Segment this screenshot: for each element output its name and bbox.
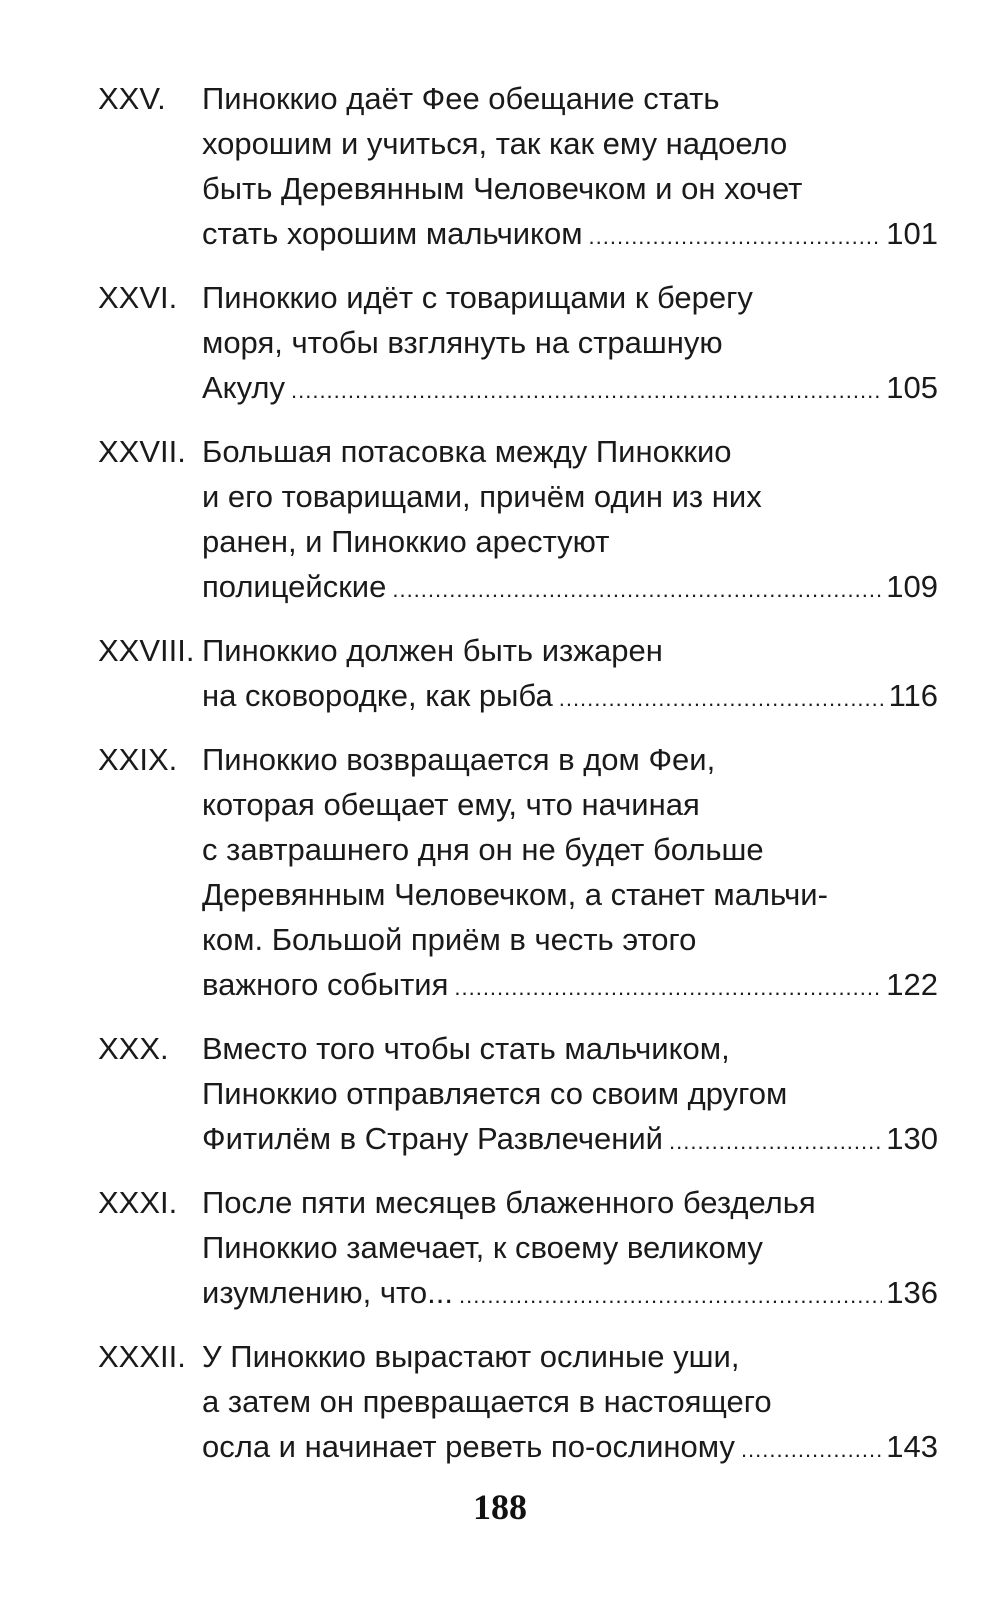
chapter-number: XXVII. <box>98 434 186 469</box>
toc-entry <box>98 628 938 721</box>
title-last-line <box>202 1270 938 1318</box>
title-line: Большая потасовка между Пиноккио <box>202 434 732 469</box>
title-line: Пиноккио идёт с товарищами к берегу <box>202 280 753 315</box>
page-number: 109 <box>886 569 938 604</box>
title-line: У Пиноккио вырастают ослиные уши, <box>202 1339 740 1374</box>
title-last-line <box>202 1116 938 1164</box>
title-line: хорошим и учиться, так как ему надоело <box>202 126 788 161</box>
chapter-number: XXIX. <box>98 742 178 777</box>
title-line: Фитилём в Страну Развлечений <box>202 1121 663 1156</box>
page-number: 130 <box>886 1121 938 1156</box>
dot-leader <box>459 1273 882 1318</box>
dot-leader <box>741 1427 882 1472</box>
title-last-line <box>202 962 938 1010</box>
title-line: Пиноккио даёт Фее обещание стать <box>202 81 720 116</box>
title-line: полицейские <box>202 569 387 604</box>
title-line: и его товарищами, причём один из них <box>202 479 762 514</box>
chapter-title <box>202 1180 938 1318</box>
page-folio: 188 <box>473 1487 527 1527</box>
chapter-number: XXXI. <box>98 1185 178 1220</box>
title-line: изумлению, что... <box>202 1275 453 1310</box>
dot-leader <box>392 567 882 612</box>
title-line: Пиноккио отправляется со своим другом <box>202 1076 788 1111</box>
toc-entry <box>98 275 938 413</box>
title-line: Вместо того чтобы стать мальчиком, <box>202 1031 730 1066</box>
dot-leader <box>454 965 882 1010</box>
chapter-title <box>202 275 938 413</box>
toc-entry <box>98 1026 938 1164</box>
page-number: 143 <box>886 1429 938 1464</box>
chapter-number: XXV. <box>98 81 166 116</box>
toc-entry <box>98 429 938 612</box>
chapter-number: XXX. <box>98 1031 169 1066</box>
chapter-number: XXVI. <box>98 280 178 315</box>
title-line: важного события <box>202 967 449 1002</box>
title-line: а затем он превращается в настоящего <box>202 1384 772 1419</box>
title-line: ранен, и Пиноккио арестуют <box>202 524 610 559</box>
title-line: моря, чтобы взглянуть на страшную <box>202 325 723 360</box>
chapter-title <box>202 429 938 612</box>
page-number: 101 <box>886 216 938 251</box>
toc-entry <box>98 1180 938 1318</box>
title-line: стать хорошим мальчиком <box>202 216 583 251</box>
chapter-title <box>202 1026 938 1164</box>
table-of-contents <box>98 76 938 1488</box>
chapter-title <box>202 76 938 259</box>
title-line: После пяти месяцев блаженного безделья <box>202 1185 816 1220</box>
title-line: Деревянным Человечком, а станет мальчи- <box>202 877 828 912</box>
title-last-line <box>202 365 938 413</box>
title-line: с завтрашнего дня он не будет больше <box>202 832 764 867</box>
title-last-line <box>202 1424 938 1472</box>
title-last-line <box>202 673 938 721</box>
title-line: Пиноккио возвращается в дом Феи, <box>202 742 716 777</box>
toc-entry <box>98 737 938 1010</box>
toc-entry <box>98 76 938 259</box>
chapter-title <box>202 1334 938 1472</box>
dot-leader <box>559 676 885 721</box>
dot-leader <box>589 214 883 259</box>
page-number: 105 <box>886 370 938 405</box>
chapter-title <box>202 628 938 721</box>
title-line: ком. Большой приём в честь этого <box>202 922 697 957</box>
dot-leader <box>669 1119 882 1164</box>
chapter-title <box>202 737 938 1010</box>
toc-entry <box>98 1334 938 1472</box>
chapter-number: XXXII. <box>98 1339 186 1374</box>
title-last-line <box>202 211 938 259</box>
page-number: 136 <box>886 1275 938 1310</box>
title-line: на сковородке, как рыба <box>202 678 553 713</box>
title-line: быть Деревянным Человечком и он хочет <box>202 171 803 206</box>
page-number: 122 <box>886 967 938 1002</box>
title-line: Пиноккио замечает, к своему великому <box>202 1230 763 1265</box>
title-line: которая обещает ему, что начиная <box>202 787 700 822</box>
chapter-number: XXVIII. <box>98 633 195 668</box>
title-line: осла и начинает реветь по-ослиному <box>202 1429 735 1464</box>
page-number: 116 <box>888 678 938 713</box>
dot-leader <box>291 368 882 413</box>
title-last-line <box>202 564 938 612</box>
title-line: Акулу <box>202 370 285 405</box>
title-line: Пиноккио должен быть изжарен <box>202 633 663 668</box>
